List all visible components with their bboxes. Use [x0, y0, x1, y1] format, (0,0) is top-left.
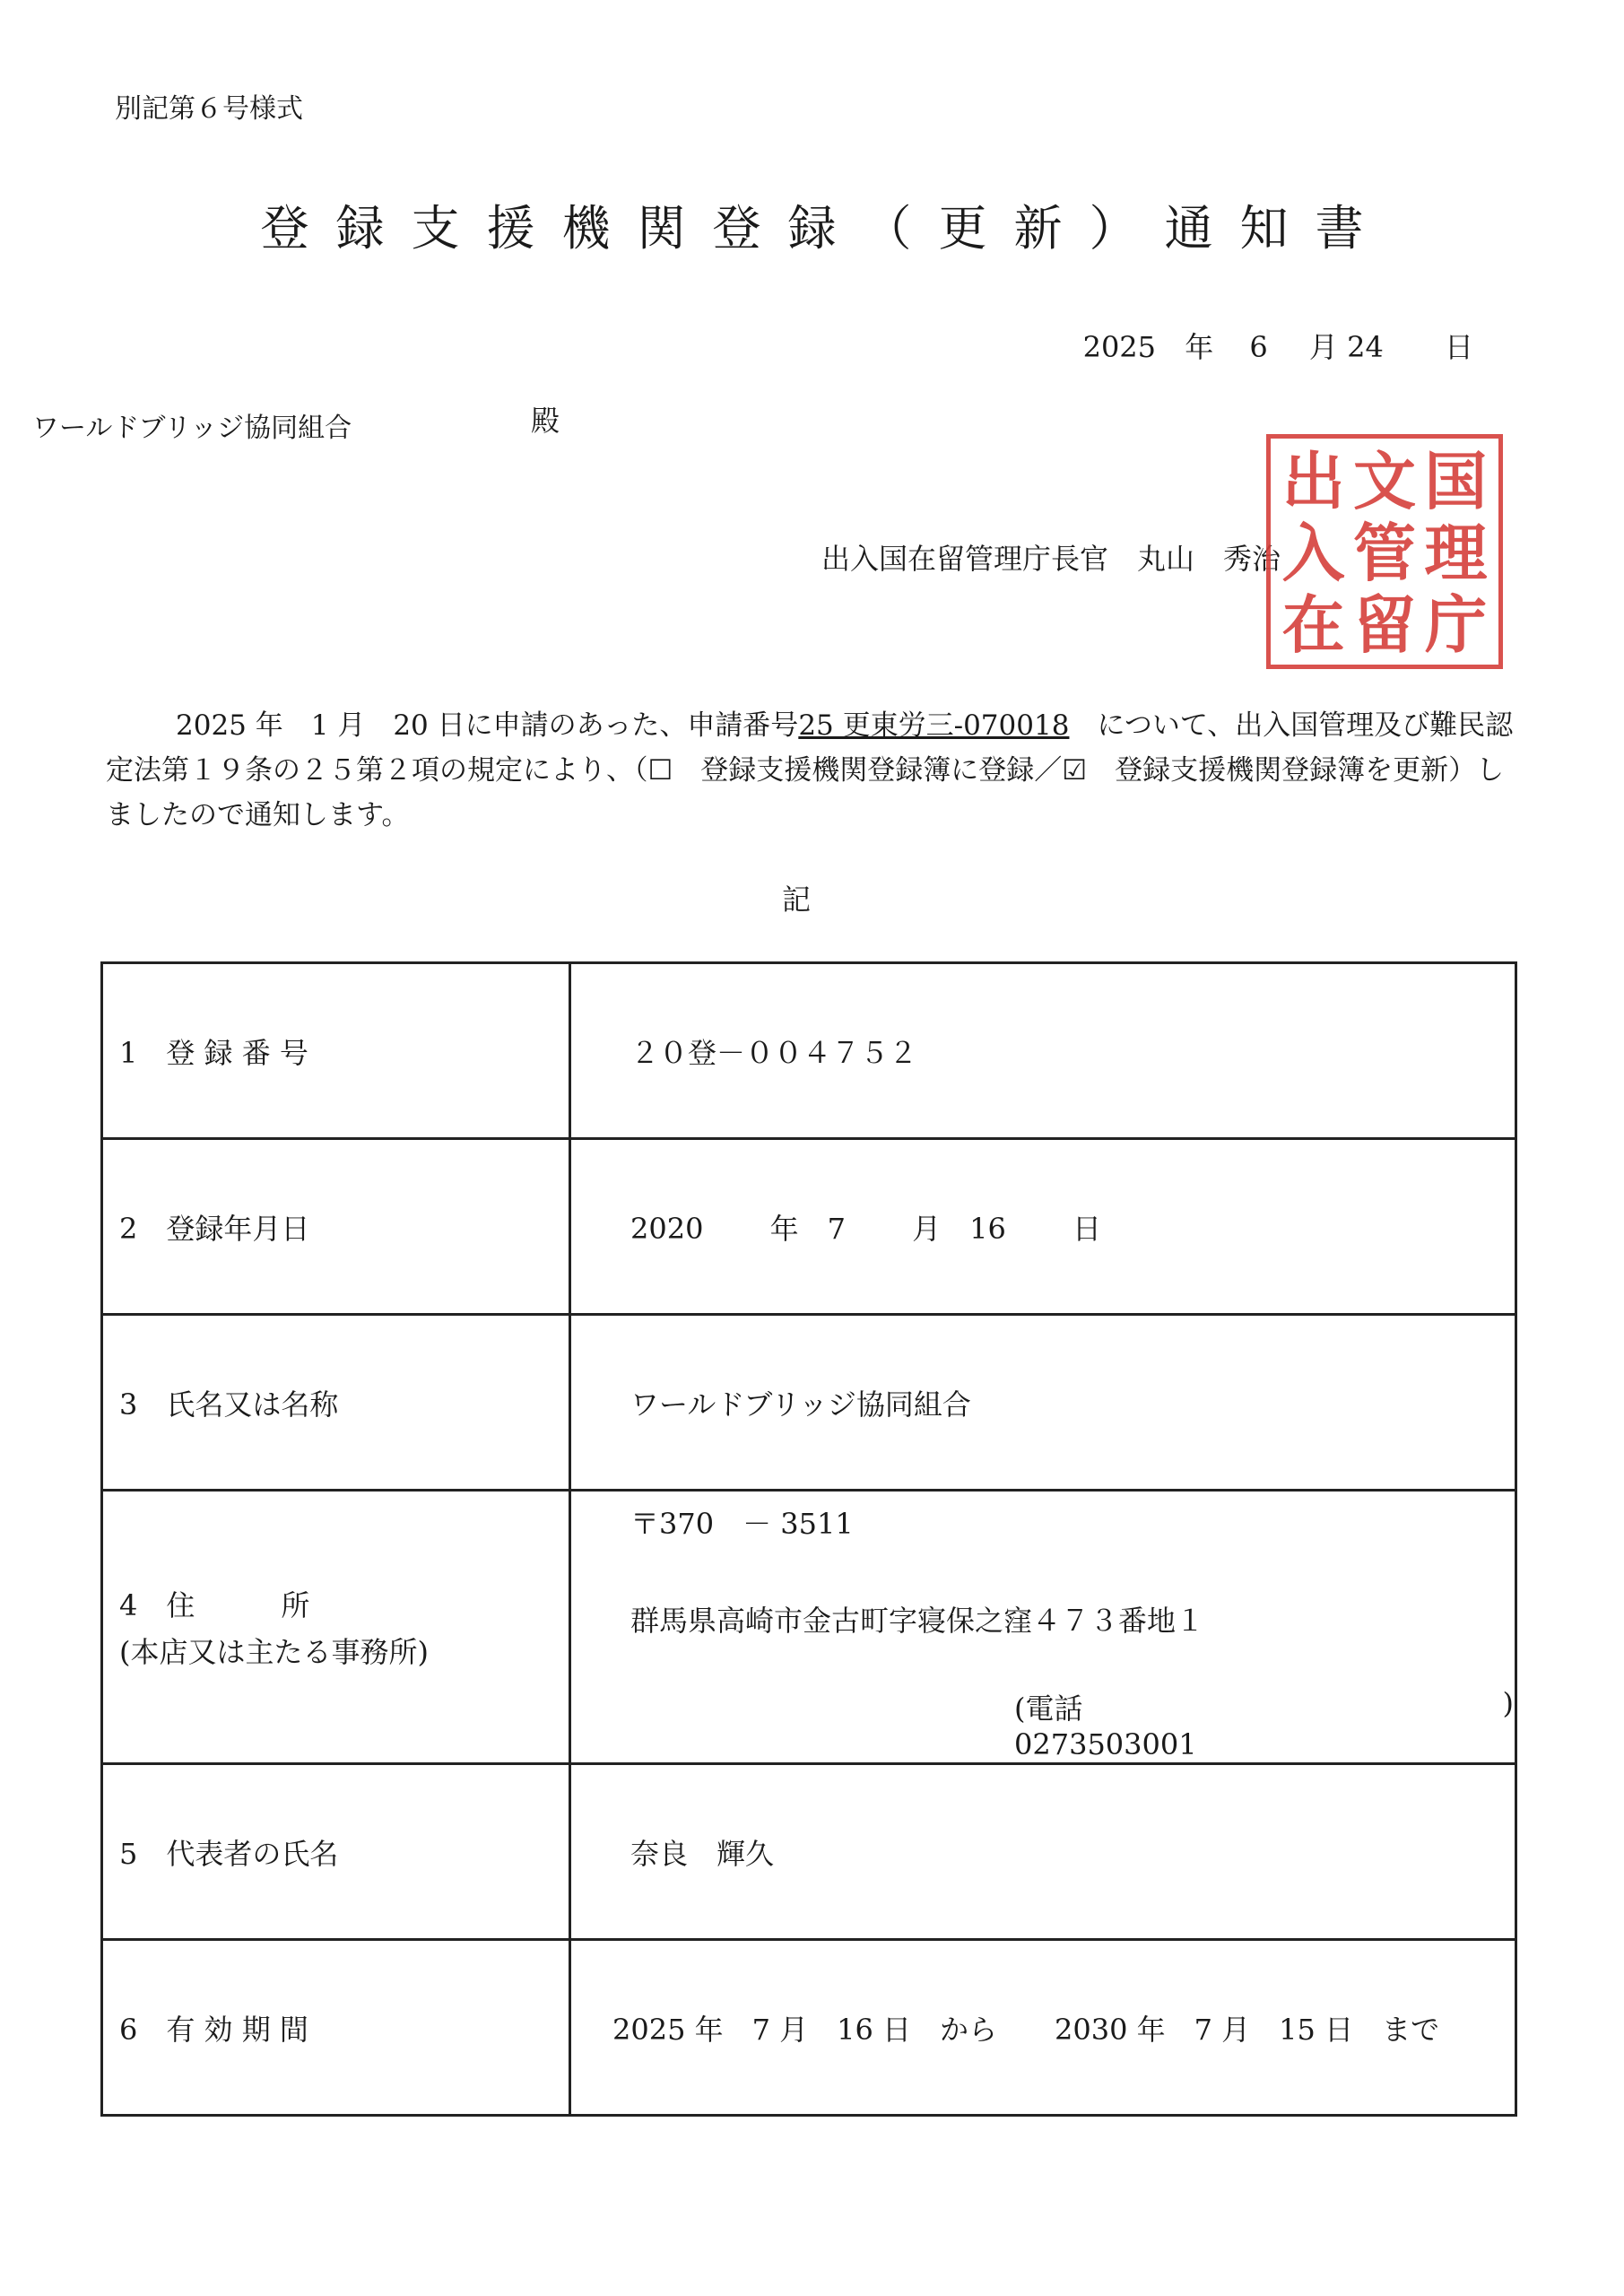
- row-label-address: [102, 1491, 570, 1764]
- phone-number: (電話 0273503001: [1014, 1692, 1197, 1761]
- address-label: 4 住 所: [119, 1588, 310, 1622]
- issue-month: 6: [1249, 330, 1268, 364]
- addressee: ワールドブリッジ協同組合: [32, 413, 352, 444]
- registration-number: ２０登－００４７５２: [570, 963, 1516, 1139]
- ki-heading: 記: [782, 883, 812, 917]
- address-cell: [570, 1491, 1516, 1764]
- row-label-validity: 6 有 効 期 間: [102, 1940, 570, 2116]
- body-text-part2: について、出入国管理及び難民認定法第１９条の２５第２項の規定により、（☐ 登録支援機関登録簿に登録／☑ 登録支援機関登録簿を更新）しましたので通知します。: [106, 709, 1514, 831]
- organization-name: ワールドブリッジ協同組合: [570, 1315, 1516, 1491]
- representative-name: 奈良 輝久: [570, 1764, 1516, 1940]
- postal-code: 〒370 － 3511: [630, 1507, 854, 1541]
- application-number: 25 更東労三-070018: [798, 709, 1070, 742]
- document-title: 登録支援機関登録（更新）通知書: [260, 200, 1391, 257]
- issue-day-unit: 日: [1444, 330, 1473, 364]
- address-label-sub: (本店又は主たる事務所): [119, 1635, 429, 1669]
- issue-date: [1083, 325, 1473, 366]
- issue-year: 2025: [1082, 330, 1157, 364]
- notice-body: [106, 703, 1523, 838]
- seal-char: 管: [1352, 516, 1416, 590]
- seal-char: 入: [1281, 516, 1345, 590]
- validity-period: 2025 年 7 月 16 日 から 2030 年 7 月 15 日 まで: [570, 1940, 1516, 2116]
- table-row: [102, 963, 1516, 1139]
- registration-table: [100, 961, 1517, 2117]
- phone: [630, 1686, 1514, 1761]
- row-label-name: 3 氏名又は名称: [102, 1315, 570, 1491]
- row-label-representative: 5 代表者の氏名: [102, 1764, 570, 1940]
- table-row: [102, 1139, 1516, 1315]
- seal-char: 留: [1352, 587, 1416, 662]
- seal-char: 出: [1281, 444, 1345, 518]
- sender: 出入国在留管理庁長官 丸山 秀治: [821, 542, 1281, 576]
- seal-char: 国: [1424, 444, 1488, 518]
- table-row: [102, 1315, 1516, 1491]
- phone-close-paren: ): [1502, 1686, 1514, 1720]
- honorific: 殿: [531, 404, 560, 438]
- issue-year-unit: 年: [1185, 330, 1214, 364]
- issue-day: 24: [1347, 330, 1384, 364]
- table-row: [102, 1764, 1516, 1940]
- form-number: 別記第６号様式: [115, 93, 303, 125]
- seal-char: 理: [1424, 516, 1488, 590]
- official-seal-stamp: [1266, 434, 1503, 669]
- row-label-registration-date: 2 登録年月日: [102, 1139, 570, 1315]
- issue-month-unit: 月: [1308, 330, 1338, 364]
- table-row: [102, 1491, 1516, 1764]
- registration-date: 2020 年 7 月 16 日: [570, 1139, 1516, 1315]
- row-label-registration-number: 1 登 録 番 号: [102, 963, 570, 1139]
- body-text-part1: 2025 年 1 月 20 日に申請のあった、申請番号: [176, 709, 799, 742]
- seal-char: 文: [1352, 444, 1416, 518]
- address: 群馬県高崎市金古町字寝保之窪４７３番地１: [630, 1604, 1205, 1638]
- seal-char: 庁: [1424, 587, 1488, 662]
- seal-char: 在: [1281, 587, 1345, 662]
- table-row: [102, 1940, 1516, 2116]
